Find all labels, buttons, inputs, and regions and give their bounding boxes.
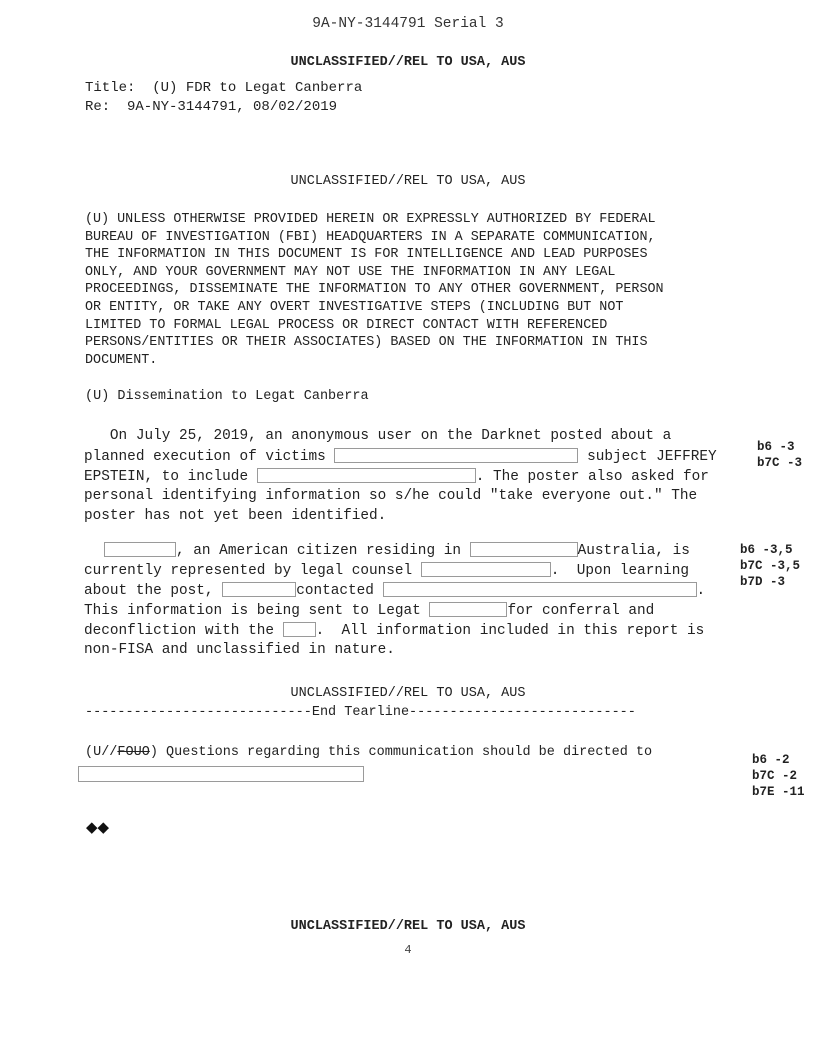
para1-line: personal identifying information so s/he could "take everyone out." The — [84, 488, 698, 504]
text-span: ) Questions regarding this communication should be directed to — [149, 745, 653, 760]
caveat-line: LIMITED TO FORMAL LEGAL PROCESS OR DIRECT CONTACT WITH REFERENCED — [85, 317, 608, 333]
para2-line — [84, 622, 704, 639]
redaction-box — [283, 622, 316, 637]
classification-banner-top: UNCLASSIFIED//REL TO USA, AUS — [290, 55, 526, 70]
exemption-codes: b6 -3,5 b7C -3,5 b7D -3 — [740, 543, 801, 589]
text-span: deconfliction with the — [84, 623, 283, 639]
tearline: ----------------------------End Tearline---------------------------- — [85, 705, 636, 720]
redaction-box — [383, 582, 697, 597]
caveat-line: PROCEEDINGS, DISSEMINATE THE INFORMATION TO ANY OTHER GOVERNMENT, PERSON — [85, 282, 664, 298]
caveat-line: BUREAU OF INVESTIGATION (FBI) HEADQUARTERS IN A SEPARATE COMMUNICATION, — [85, 229, 656, 245]
text-span: This information is being sent to Legat — [84, 603, 430, 619]
text-span: . Upon learning — [550, 563, 689, 579]
redaction-box — [257, 468, 476, 483]
text-span: . The poster also asked for — [475, 469, 709, 485]
caveat-line: THE INFORMATION IN THIS DOCUMENT IS FOR INTELLIGENCE AND LEAD PURPOSES — [85, 247, 648, 263]
exemption-codes: b6 -3 b7C -3 — [757, 440, 803, 470]
text-span: for conferral and — [507, 603, 655, 619]
text-span: . All information included in this report is — [315, 623, 705, 639]
para1-line — [84, 448, 717, 465]
section-heading: (U) Dissemination to Legat Canberra — [85, 389, 369, 404]
diamond-symbols: ◆◆ — [86, 818, 110, 836]
para1-line — [84, 468, 709, 485]
reference-line: Re: 9A-NY-3144791, 08/02/2019 — [85, 99, 338, 115]
caveat-line: DOCUMENT. — [85, 352, 158, 368]
document-title: Title: (U) FDR to Legat Canberra — [85, 80, 363, 96]
para1-line: poster has not yet been identified. — [84, 508, 387, 524]
redaction-box — [421, 562, 551, 577]
para1-line: On July 25, 2019, an anonymous user on the Darknet posted about a — [84, 428, 672, 444]
text-span: (U// — [85, 745, 118, 760]
caveat-line: (U) UNLESS OTHERWISE PROVIDED HEREIN OR EXPRESSLY AUTHORIZED BY FEDERAL — [85, 212, 656, 227]
para2-line — [84, 602, 654, 619]
text-span: currently represented by legal counsel — [84, 563, 421, 579]
classification-banner: UNCLASSIFIED//REL TO USA, AUS — [290, 174, 526, 189]
redaction-box — [470, 542, 578, 557]
para2-line — [84, 542, 690, 559]
text-span: EPSTEIN, to include — [84, 469, 257, 485]
redaction-box — [334, 448, 578, 463]
questions-line — [85, 745, 652, 760]
text-span: planned execution of victims — [84, 449, 335, 465]
serial-number: 9A-NY-3144791 Serial 3 — [312, 16, 504, 32]
page-number: 4 — [404, 943, 412, 957]
caveat-line: PERSONS/ENTITIES OR THEIR ASSOCIATES) BASED ON THE INFORMATION IN THIS — [85, 335, 648, 351]
text-span: contacted — [296, 583, 383, 599]
text-span: , an American citizen residing in — [176, 543, 470, 559]
redaction-box — [78, 766, 364, 782]
redaction-box — [222, 582, 296, 597]
text-span: Australia, is — [577, 543, 690, 559]
caveat-line: OR ENTITY, OR TAKE ANY OVERT INVESTIGATIVE STEPS (INCLUDING BUT NOT — [85, 300, 624, 315]
footer-classification: UNCLASSIFIED//REL TO USA, AUS — [290, 919, 526, 934]
text-span: about the post, — [84, 583, 223, 599]
redaction-box — [429, 602, 507, 617]
caveat-line: ONLY, AND YOUR GOVERNMENT MAY NOT USE THE INFORMATION IN ANY LEGAL — [85, 264, 616, 280]
classification-banner-bottom: UNCLASSIFIED//REL TO USA, AUS — [290, 686, 526, 701]
para2-line — [84, 582, 705, 599]
redaction-box — [104, 542, 176, 557]
para2-line — [84, 562, 689, 579]
text-span: subject JEFFREY — [578, 449, 717, 465]
text-span: . — [696, 583, 706, 599]
para2-line: non-FISA and unclassified in nature. — [84, 642, 395, 658]
struck-marking: FOUO — [117, 745, 150, 760]
exemption-codes: b6 -2 b7C -2 b7E -11 — [752, 753, 805, 799]
